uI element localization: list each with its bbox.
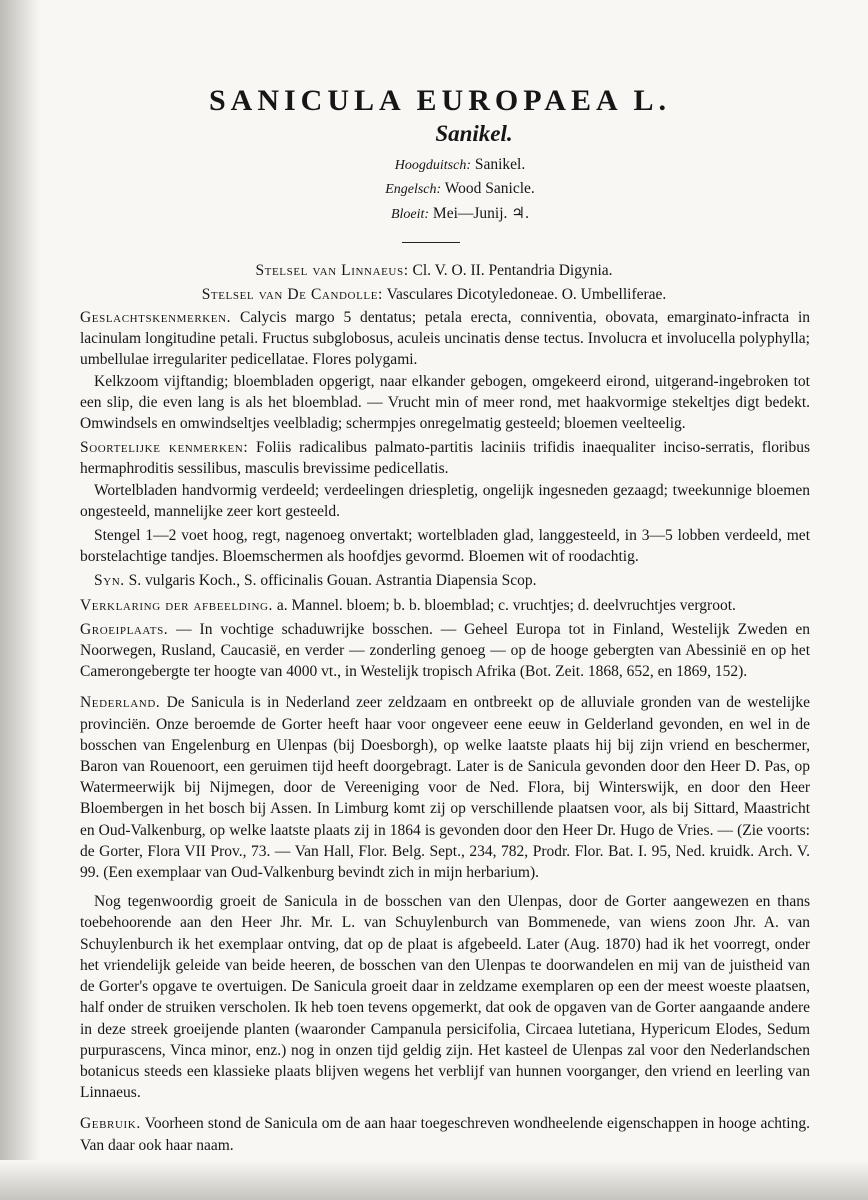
habitat-paragraph [80, 619, 810, 683]
stem-paragraph: Stengel 1—2 voet hoog, regt, nagenoeg onvertakt; wortelbladen glad, langgesteeld, in 3—5 lobben verdeeld, met borstelachtige tandjes. Bloemschermen als hoofdjes gevormd. Bloemen wit of roodachtig. [80, 527, 810, 566]
calyx-paragraph: Kelkzoom vijftandig; bloembladen opgerigt, naar elkander gebogen, omgekeerd eirond, uitgerand-ingebroken tot een slip, die even lang is als het bloemblad. — Vrucht min of meer rond, met haakvormige stekeltjes digt bedekt. Omwindsels en omwindseltjes veelbladig; schermpjes onregelmatig gesteeld; bloemen veelteelig. [80, 372, 810, 433]
figure-explanation-label: Verklaring der afbeelding. [80, 596, 274, 614]
genus-text: Calycis margo 5 dentatus; petala erecta, conniventia, obovata, emarginato-infracta in lacinulam longitudine petali. Fructus subglobosus, aculeis uncinatis dense tectus. Involucra et involucella polyphylla; umbellulae irregulariter pedicellatae. Flores polygami. [80, 309, 810, 369]
common-name-label: Engelsch: [385, 182, 442, 197]
genus-characteristics [80, 307, 810, 371]
common-name-value: Wood Sanicle. [444, 180, 535, 197]
habitat-text: — In vochtige schaduwrijke bosschen. — Geheel Europa tot in Finland, Westelijk Zweden en Noorwegen, Rusland, Caucasië, en verder — zonderling genoeg — op de hooge gebergten van Abessinië en op het Camerongebergte ter hoogte van 4000 vt., in Westelijk tropisch Afrika (Bot. Zeit. 1868, 652, en 1869, 152). [80, 620, 811, 681]
common-name-label: Hoogduitsch: [394, 158, 471, 173]
species-characteristics [80, 437, 810, 479]
genus-label: Geslachtskenmerken. [80, 309, 232, 326]
system-candolle [0, 286, 868, 304]
figure-explanation [80, 595, 810, 616]
flowering-label: Bloeit: [390, 207, 430, 222]
page-subtitle: Sanikel. [435, 121, 513, 146]
title-divider [402, 242, 460, 243]
usage-label: Gebruik. [80, 1115, 141, 1133]
netherlands-paragraph [80, 692, 810, 883]
page-edge-shadow-bottom [0, 1160, 868, 1200]
present-day-paragraph: Nog tegenwoordig groeit de Sanicula in de bosschen van den Ulenpas, door de Gorter aangewezen en thans toebehoorende aan den Heer Jhr. Mr. L. van Schuylenburch van Bommenede, van wiens zoon Jhr. A. van Schuylenburch ik het exemplaar ontving, dat op de plaat is afgebeeld. Later (Aug. 1870) had ik het voorregt, onder het vriendelijk geleide van beide heeren, de bosschen van den Ulenpas te doorwandelen en mij van de juistheid van de Gorter's opgave te overtuigen. De Sanicula groeit daar in zeldzame exemplaren op een der meest woeste plaatsen, half onder de struiken verscholen. Ik heb toen tevens opgemerkt, dat ook de opgaven van de Gorter aangaande andere in deze streek groeijende planten (waaronder Campanula persicifolia, Circaea lutetiana, Hypericum Elodes, Sedum purpurascens, Vinca minor, enz.) nog in onzen tijd geldig zijn. Het kasteel de Ulenpas zal voor den Nederlandschen botanicus steeds een klassieke plaats blijven wegens het verblijf van hunnen voorganger, den vriend en leerling van Linnaeus. [80, 893, 810, 1102]
netherlands-text: De Sanicula is in Nederland zeer zeldzaam en ontbreekt op de alluviale gronden van de westelijke provinciën. Onze beroemde de Gorter heeft haar voor ongeveer eene eeuw in Gelderland gevonden, en wel in de bosschen van Engelenburg en Ulenpas (bij Doesborgh), op welke laatste plaats hij bij zijn vriend en beschermer, Baron van Rouenoort, een geruimen tijd heeft doorgebragt. Later is de Sanicula gevonden door den Heer D. Pas, op Watermeerwijk bij Nijmegen, door de Vereeniging voor de Ned. Flora, bij Winterswijk, en door den Heer Bloembergen in het bosch bij Assen. In Limburg komt zij op verschillende plaatsen voor, als bij Sittard, Maastricht en Oud-Valkenburg, op welke laatste plaats zij in 1864 is gevonden door den Heer Dr. Hugo de Vries. — (Zie voorts: de Gorter, Flora VII Prov., 73. — Van Hall, Flor. Belg. Sept., 234, 782, Prodr. Flor. Bat. I. 95, Ned. kruidk. Arch. V. 99. (Een exemplaar van Oud-Valkenburg bevindt zich in mijn herbarium). [80, 694, 810, 882]
system-linnaeus [0, 262, 868, 280]
flowering-value: Mei—Junij. ♃. [432, 205, 530, 222]
netherlands-label: Nederland. [80, 694, 161, 712]
habitat-label: Groeiplaats. [80, 620, 169, 638]
root-leaves-paragraph: Wortelbladen handvormig verdeeld; verdeelingen driespletig, ongelijk ingesneden gezaagd; tweekunnige bloemen ongesteeld, mannelijke zeer kort gesteeld. [80, 481, 810, 520]
species-label: Soortelijke kenmerken: [80, 439, 249, 457]
system-candolle-text: Vasculares Dicotyledoneae. O. Umbelliferae. [386, 286, 667, 303]
system-candolle-label: Stelsel van De Candolle: [201, 286, 383, 303]
page-title: SANICULA EUROPAEA L. [208, 84, 671, 117]
common-name-value: Sanikel. [474, 156, 526, 173]
synonyms-label: Syn. [94, 572, 125, 590]
description-block [80, 307, 810, 1156]
system-linnaeus-label: Stelsel van Linnaeus: [255, 262, 409, 279]
usage-text: Voorheen stond de Sanicula om de aan haar toegeschreven wondheelende eigenschappen in hooge achting. Van daar ook haar naam. [80, 1115, 810, 1154]
species-text: Foliis radicalibus palmato-partitis laciniis trifidis inaequaliter inciso-serratis, floribus hermaphroditis sessilibus, masculis brevissime pedicellatis. [80, 439, 810, 478]
common-name-german [26, 156, 868, 174]
system-linnaeus-text: Cl. V. O. II. Pentandria Digynia. [412, 262, 613, 279]
figure-explanation-text: a. Mannel. bloem; b. b. bloemblad; c. vruchtjes; d. deelvruchtjes vergroot. [276, 596, 736, 614]
flowering-period [26, 204, 868, 223]
synonyms-text: S. vulgaris Koch., S. officinalis Gouan. Astrantia Diapensia Scop. [128, 572, 537, 590]
common-name-english [26, 180, 868, 198]
usage-paragraph [80, 1113, 810, 1155]
synonyms [80, 570, 810, 591]
